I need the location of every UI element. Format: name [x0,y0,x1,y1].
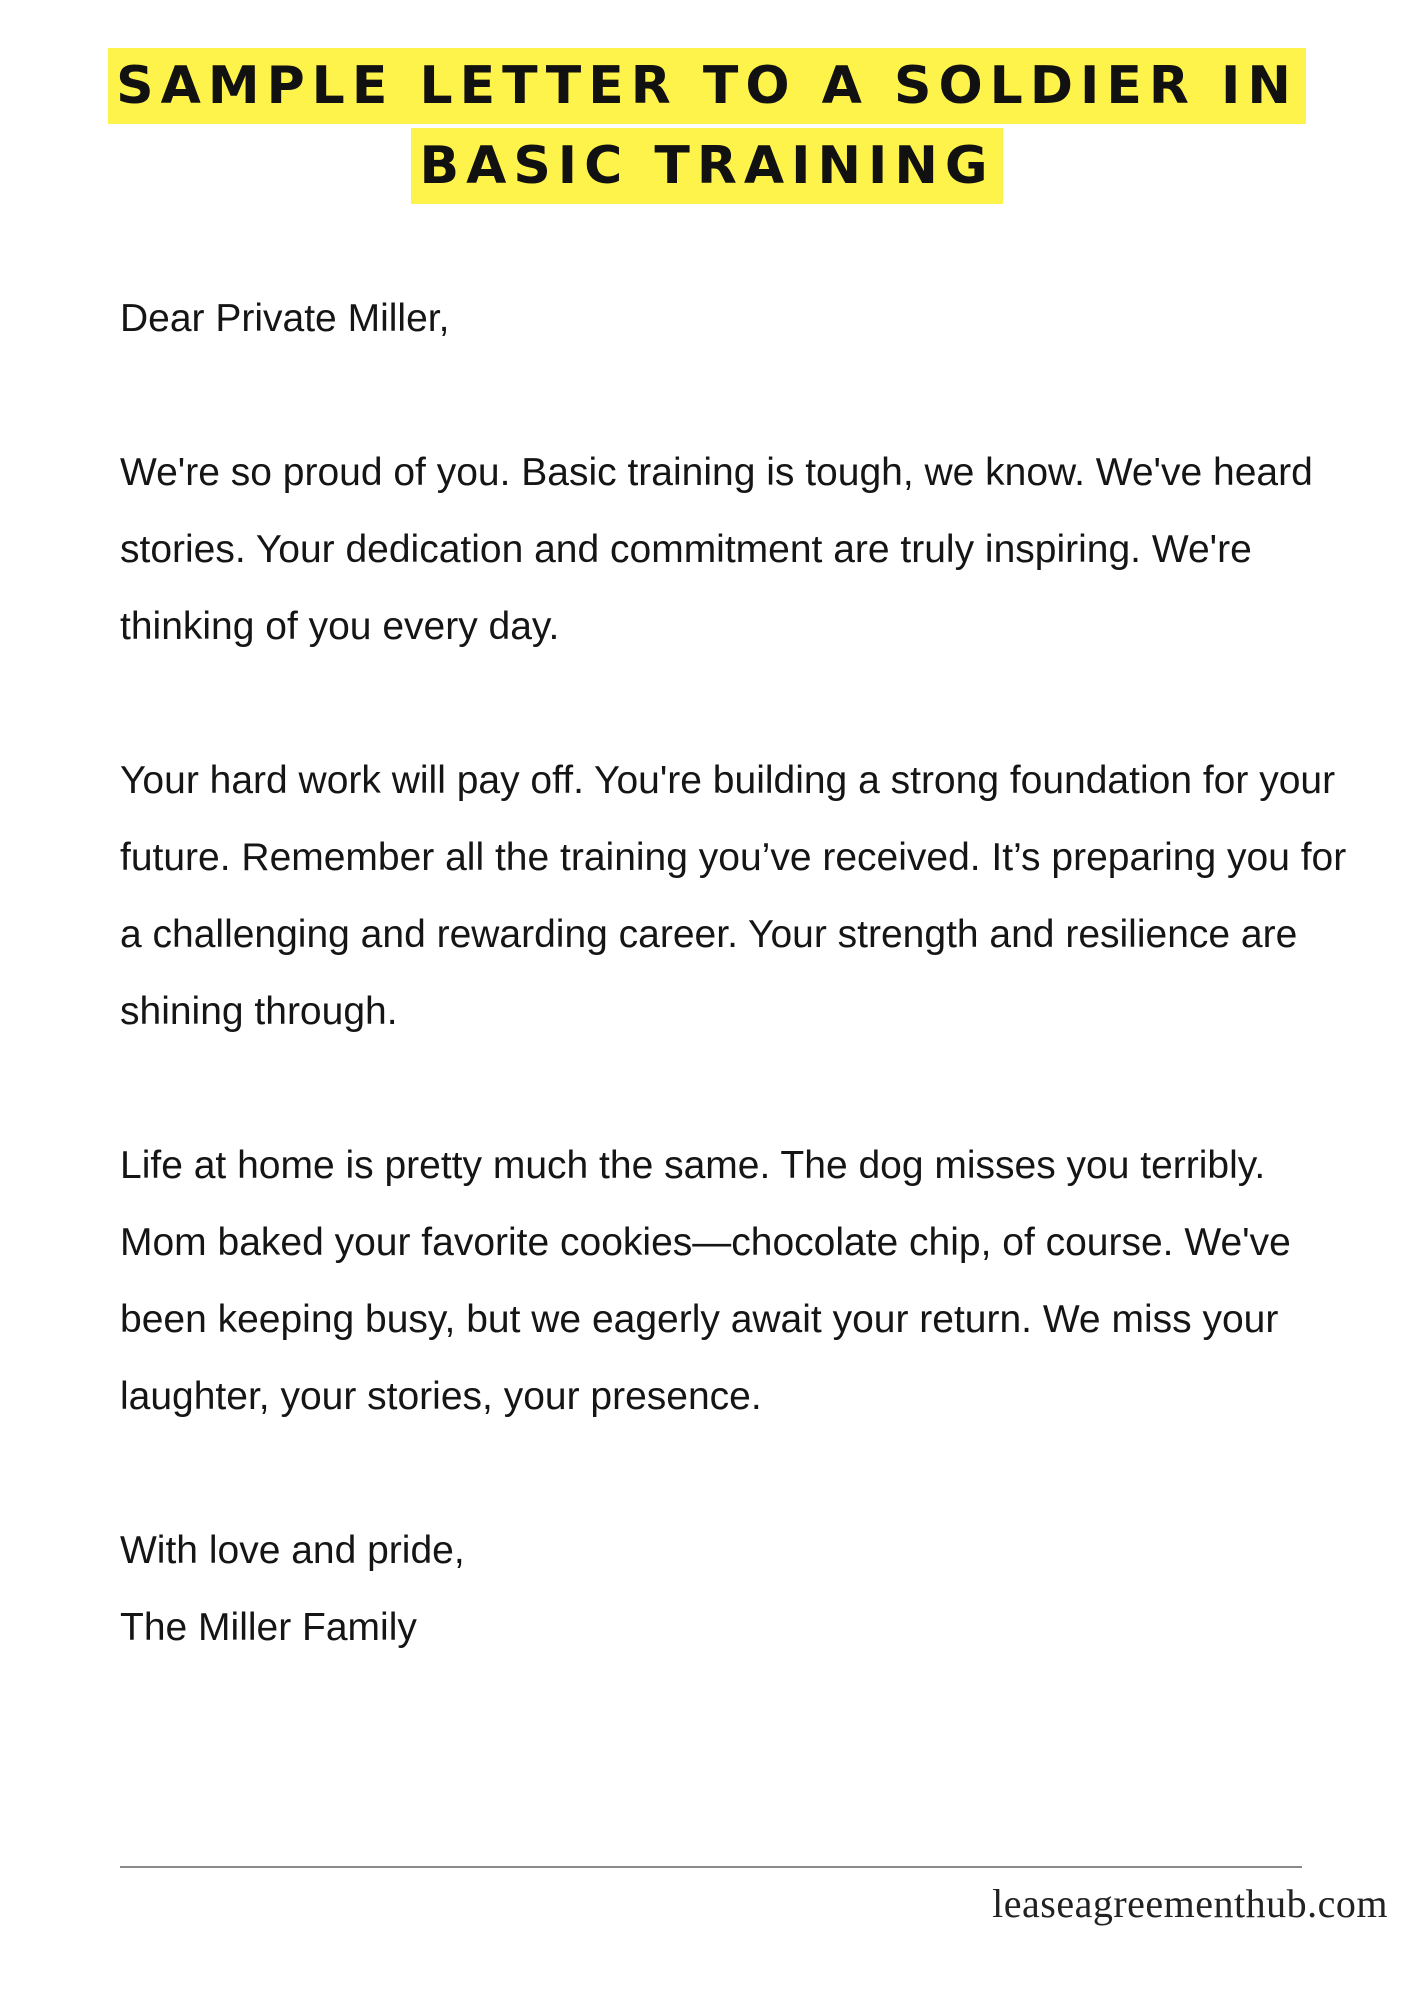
title-row-1 [0,48,1414,128]
salutation: Dear Private Miller, [120,297,450,340]
paragraph-1: We're so proud of you. Basic training is tough, we know. We've heard stories. Your dedication and commitment are truly inspiring. We're thinking of you every day. [120,451,1313,648]
paragraph-2: Your hard work will pay off. You're building a strong foundation for your future. Remember all the training you’ve received. It’s preparing you for a challenging and rewarding career. Your strength and resilience are shining through. [120,759,1347,1033]
footer-divider [120,1866,1302,1868]
closing: With love and pride, [120,1529,465,1572]
title-line-1: SAMPLE LETTER TO A SOLDIER IN [108,48,1306,124]
signature: The Miller Family [120,1606,417,1649]
footer-site-name: leaseagreementhub.com [992,1881,1388,1926]
title-line-2: BASIC TRAINING [411,128,1002,204]
page-title [0,48,1414,208]
title-row-2 [0,128,1414,208]
letter-body [120,280,1360,1666]
paragraph-3: Life at home is pretty much the same. The dog misses you terribly. Mom baked your favorite cookies—chocolate chip, of course. We've been keeping busy, but we eagerly await your return. We miss your laughter, your stories, your presence. [120,1144,1291,1418]
